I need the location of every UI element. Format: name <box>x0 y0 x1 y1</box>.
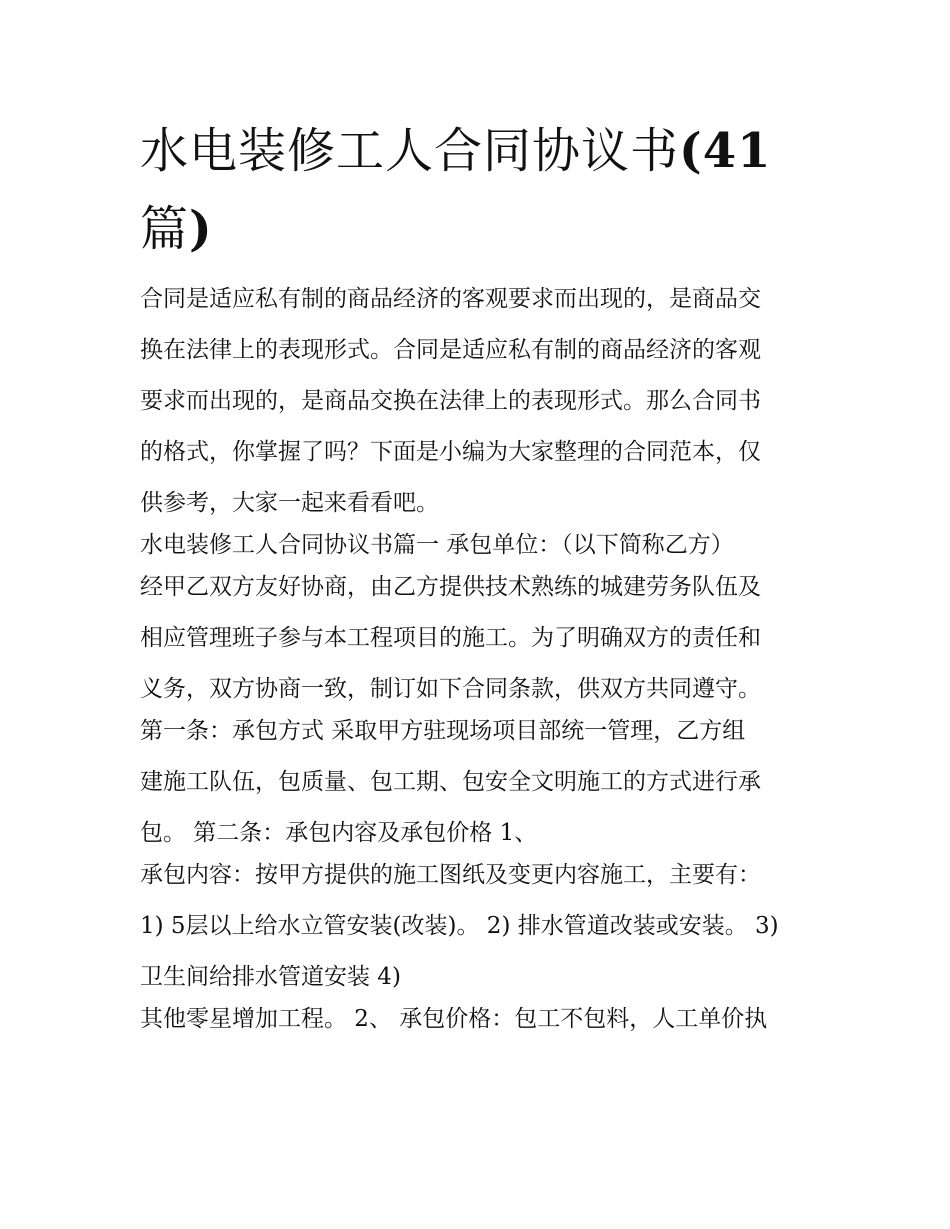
body-line: 承包内容：按甲方提供的施工图纸及变更内容施工，主要有： <box>140 862 761 888</box>
body-line: 包。 第二条：承包内容及承包价格 1、 <box>140 820 538 846</box>
title-count-close: ) <box>189 201 213 257</box>
document-title <box>140 112 800 268</box>
body-line: 供参考，大家一起来看看吧。 <box>140 490 439 516</box>
body-line: 义务，双方协商一致，制订如下合同条款，供双方共同遵守。 <box>140 676 761 702</box>
body-line: 要求而出现的，是商品交换在法律上的表现形式。那么合同书 <box>140 388 761 414</box>
body-line: 1) 5层以上给水立管安装(改装)。 2) 排水管道改装或安装。 3) <box>140 913 779 939</box>
title-count-open: (41 <box>679 123 772 179</box>
body-line: 相应管理班子参与本工程项目的施工。为了明确双方的责任和 <box>140 625 761 651</box>
body-line: 经甲乙双方友好协商，由乙方提供技术熟练的城建劳务队伍及 <box>140 574 761 600</box>
title-count-unit: 篇 <box>140 201 190 257</box>
body-line: 换在法律上的表现形式。合同是适应私有制的商品经济的客观 <box>140 337 761 363</box>
section-heading-line: 水电装修工人合同协议书篇一 承包单位：（以下简称乙方） <box>140 532 734 558</box>
document-body <box>140 274 812 1045</box>
body-line: 其他零星增加工程。 2、 承包价格：包工不包料，人工单价执 <box>140 1006 768 1032</box>
body-line: 合同是适应私有制的商品经济的客观要求而出现的，是商品交 <box>140 286 761 312</box>
body-line: 卫生间给排水管道安装 4) <box>140 964 401 990</box>
title-text: 水电装修工人合同协议书 <box>140 123 680 179</box>
body-line: 的格式，你掌握了吗？下面是小编为大家整理的合同范本，仅 <box>140 439 761 465</box>
body-line: 建施工队伍，包质量、包工期、包安全文明施工的方式进行承 <box>140 769 761 795</box>
body-line: 第一条：承包方式 采取甲方驻现场项目部统一管理，乙方组 <box>140 718 746 744</box>
